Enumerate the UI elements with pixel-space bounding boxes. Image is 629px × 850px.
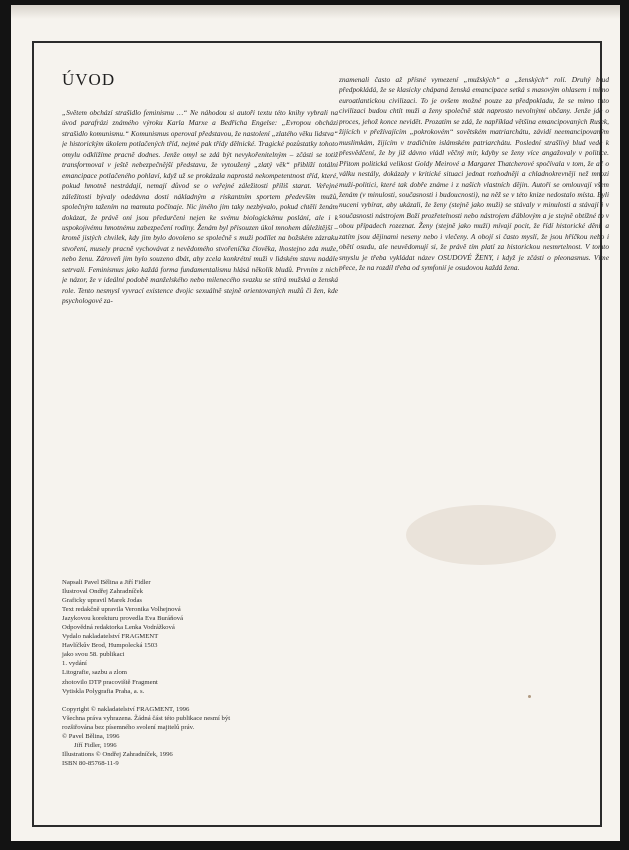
colophon-line: Ilustroval Ondřej Zahradníček xyxy=(62,588,143,596)
colophon-line: Vytiskla Polygrafia Praha, a. s. xyxy=(62,687,145,695)
colophon-line: Vydalo nakladatelství FRAGMENT xyxy=(62,633,159,641)
colophon-line: Havlíčkův Brod, Humpolecká 1503 xyxy=(62,642,158,650)
book-page xyxy=(11,5,620,841)
colophon-line: 1. vydání xyxy=(62,660,87,668)
page-edge-shadow xyxy=(11,5,620,19)
paper-speck xyxy=(528,695,531,698)
copyright-line: Illustrations © Ondřej Zahradníček, 1996 xyxy=(62,750,173,758)
left-text-column xyxy=(62,108,338,488)
isbn-line: ISBN 80-85768-11-9 xyxy=(62,759,119,767)
colophon-rights xyxy=(62,705,322,768)
left-column-text: „Světem obchází strašidlo feminismu …“ Ne náhodou si autoři textu této knihy vybrali na úvod parafrázi známého výroku Karla Marxe a Bedřicha Engelse: „Evropou obchází strašidlo komunismu.“ Komunismus operoval představou, že nastolení „zlatého věku lidstva“ je historickým úkolem potlačených tříd, nejmé pak třídy dělnické. Tragické pozůstatky tohoto omylu odkližíme pracně dodnes. Jenže omyl se zdá být nevykořenitelným – zčásti se totiž transformoval v ještě nebezpečnější představu, že vytoužený „zlatý věk“ přiblíží totální emancipace potlačeného pohlaví, když už se prokázala naprostá nekompetentnost tříd, které, pokud hmotně nestrádají, nemají důvod se o veřejné záležitosti příliš starat. Veřejné záležitosti bývaly odedávna dosti nákladným a riskantním sportem především mužů, společným tažením na mamuta počínaje. Nic jiného jim taky nezbývalo, pokud chtěli ženám dokázat, že právě oni jsou předurčeni nejen ke svému biologickému poslání, ale i k uspokojivému hmotnému zabezpečení rodiny. Ženám byl přisouzen úkol mnohem důležitější – kromě jistých chvilek, kdy jim bylo dovoleno se společně s muži podílet na božském zázraku stvoření, musely pracně vychovávat z nevědomého stvořeníčka člověka, lhostejno zda muže, nebo ženu. Zároveň jim bylo souzeno dbát, aby zcela konkrétní muži v lidském stavu nadále setrvali. Feminismus jako každá forma fundamentalismu hlásá několik bludů. Prvním z nich je názor, že v ideální podobě manželského nebo milenecého svazku se stírá mužská a ženská role. Tento nesmysl vyvrací existence dvojic sexuálně stejně orientovaných mužů či žen, kde psychologové za- xyxy=(62,108,338,306)
colophon-line: Odpovědná redaktorka Lenka Vodrážková xyxy=(62,624,175,632)
colophon xyxy=(62,578,322,777)
colophon-line: Graficky upravil Marek Jodas xyxy=(62,597,143,605)
right-column-text: znamenali často až přísné vymezení „mužských“ a „ženských“ rolí. Druhý blud předpokládá, že se klasicky chápaná ženská emancipace setká s masovým ohlasem i mimo euroatlantickou civilizaci. To je ovšem možné pouze za předpokladu, že se mimo tuto civilizaci budou chtít muži a ženy společně stát naprosto nevolnými občany. Jenže jde o proces, jehož konce nevidět. Prozatím se zdá, že například většina emancipovaných Rusek, žijících v přežívajícím „pokrokovém“ sovětském matriarchátu, závidí neemancipovaným muslimkám, žijícím v tradičním islámském patriarchátu. Poslední strašlivý blud vede k přesvědčení, že by již dávno vládl věčný mír, kdyby se ženy více angažovaly v politice. Přitom politická velikost Goldy Meirové a Margaret Thatcherové spočívala v tom, že ač o válku nestály, dokázaly v kritické situaci jednat rozhodněji a chladnokrevněji než mnozí muži-politici, které tak dobře známe i z našich vlastních dějin. Autoři se omlouvají všem ženám (v minulosti, současnosti i budoucnosti), na něž se v této knize nedostalo místa. Byli nuceni vybírat, aby ukázali, že ženy (stejně jako muži) se stávaly v minulosti a stávají i v současnosti nástrojem Boží prozřetelnosti nebo nástrojem ďáblovým a je stejně obtížné to v obou případech rozeznat. Ženy (stejně jako muži) mívají pocit, že řídí historické dění, a zatím jsou dějinami neseny nebo i vlečeny. A obojí si často myslí, že jsou hříčkou nebo i obětí osudu, ale neuvědomují si, že právě tím platí za historickou nesmrtelnost. V tomto smyslu je třeba vykládat název OSUDOVÉ ŽENY, i když je zčásti o pleonasmus. Víme přece, že na rozdíl třeba od symfonií je osudovou každá žena. xyxy=(339,75,609,273)
paper-stain xyxy=(406,505,556,565)
colophon-line: Litografie, sazbu a zlom xyxy=(62,669,127,677)
right-text-column xyxy=(339,75,609,475)
copyright-line: Jiří Fidler, 1996 xyxy=(74,741,117,749)
copyright-line: Copyright © nakladatelství FRAGMENT, 1996 xyxy=(62,705,190,713)
copyright-line: © Pavel Bělina, 1996 xyxy=(62,732,120,740)
colophon-line: jako svou 58. publikaci xyxy=(62,651,125,659)
copyright-line: rozšiřována bez písemného svolení majitelů práv. xyxy=(62,723,195,731)
colophon-line: zhotovilo DTP pracoviště Fragment xyxy=(62,678,158,686)
copyright-line: Všechna práva vyhrazena. Žádná část této publikace nesmí být xyxy=(62,714,231,722)
colophon-line: Napsali Pavel Bělina a Jiří Fidler xyxy=(62,579,151,586)
colophon-credits xyxy=(62,578,322,696)
colophon-line: Text redakčně upravila Veronika Volhejnová xyxy=(62,606,181,614)
page-title: ÚVOD xyxy=(62,70,116,89)
colophon-line: Jazykovou korekturu provedla Eva Buráňová xyxy=(62,615,184,623)
